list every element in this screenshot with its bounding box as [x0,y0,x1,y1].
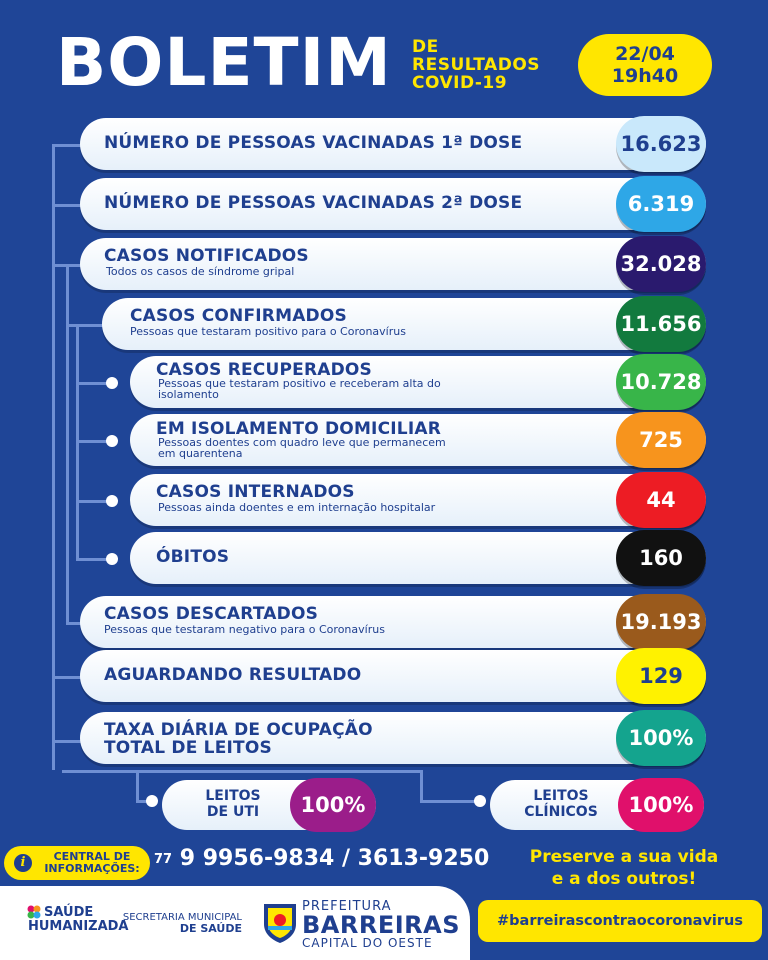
connector-dot [146,795,158,807]
stat-label: CASOS RECUPERADOS [156,360,372,380]
stat-label: CASOS INTERNADOS [156,482,355,502]
stat-value: 11.656 [616,296,706,352]
info-center-line: INFORMAÇÕES: [44,862,140,875]
secretaria-line: DE SAÚDE [179,922,242,935]
stat-row-discarded-cases [80,596,706,648]
subtitle [412,38,582,92]
hashtag-badge: #barreirascontraocoronavirus [478,900,762,942]
secretaria-label [118,912,242,934]
info-center-label [38,851,146,875]
stat-description: em quarentena [158,447,243,460]
saude-logo-text: HUMANIZADA [28,919,129,934]
stat-value: 32.028 [616,236,706,292]
time-text: 19h40 [611,65,679,87]
page-title: BOLETIM [56,24,392,101]
stat-value: 129 [616,648,706,704]
stat-label: CASOS NOTIFICADOS [104,246,309,266]
phone-text: 9 9956-9834 / 3613-9250 [179,846,490,871]
bed-value: 100% [290,778,376,832]
stat-label: CASOS CONFIRMADOS [130,306,347,326]
icu-beds [162,780,376,830]
bed-label-line: LEITOS [533,788,589,804]
stat-row-awaiting-result [80,650,706,702]
saude-humanizada-logo-icon [26,904,42,920]
connector-line [52,676,82,679]
bed-label-line: CLÍNICOS [524,804,598,820]
preserve-line: e a dos outros! [551,869,697,889]
info-center-line: CENTRAL DE [53,850,131,863]
clinical-beds [490,780,704,830]
stat-value: 100% [616,710,706,766]
phone-area-code: 77 [154,852,173,867]
preserve-line: Preserve a sua vida [529,847,719,867]
stat-row-recovered [130,356,706,408]
stat-description: isolamento [158,388,219,401]
stat-label: NÚMERO DE PESSOAS VACINADAS 1ª DOSE [104,133,523,153]
bed-label [188,788,278,820]
bed-label-line: DE UTI [206,804,260,820]
connector-line [52,144,82,147]
stat-row-confirmed-cases [102,298,706,350]
connector-line [62,770,422,773]
stat-value: 19.193 [616,594,706,650]
prefeitura-logo [302,900,460,949]
stat-row-notified-cases [80,238,706,290]
connector-line [52,740,82,743]
connector-line [66,264,69,624]
bed-value: 100% [618,778,704,832]
date-badge [578,34,712,96]
prefeitura-line: BARREIRAS [302,911,460,939]
subtitle-line: RESULTADOS [412,55,541,75]
preserve-message [520,846,728,890]
bed-label [516,788,606,820]
stat-value: 10.728 [616,354,706,410]
connector-line [52,204,82,207]
stat-label: AGUARDANDO RESULTADO [104,665,362,685]
connector-line [420,800,480,803]
stat-label: NÚMERO DE PESSOAS VACINADAS 2ª DOSE [104,193,523,213]
stat-row-vaccinated-dose-2 [80,178,706,230]
stat-description: Pessoas que testaram positivo e receberam alta do [158,377,441,390]
stat-label: CASOS DESCARTADOS [104,604,319,624]
connector-dot [474,795,486,807]
info-icon: i [14,854,32,872]
connector-dot [106,377,118,389]
stat-row-home-isolation [130,414,706,466]
connector-line [420,770,423,802]
saude-logo-text: SAÚDE [44,905,94,920]
stat-description: Pessoas doentes com quadro leve que permanecem [158,436,446,449]
connector-dot [106,553,118,565]
stat-value: 160 [616,530,706,586]
prefeitura-line: CAPITAL DO OESTE [302,936,433,950]
stat-description: Todos os casos de síndrome gripal [106,265,295,278]
city-crest-icon [260,900,300,944]
stat-value: 16.623 [616,116,706,172]
connector-line [136,770,139,802]
subtitle-line: DE [412,37,439,57]
stat-label: EM ISOLAMENTO DOMICILIAR [156,419,441,439]
date-text: 22/04 [615,43,675,65]
secretaria-line: SECRETARIA MUNICIPAL [122,912,242,923]
connector-dot [106,495,118,507]
stat-row-bed-occupancy [80,712,706,764]
phone-numbers[interactable] [154,846,489,871]
stat-label: ÓBITOS [156,547,230,567]
stat-description: Pessoas ainda doentes e em internação hospitalar [158,501,436,514]
connector-line [66,324,106,327]
stat-label: TAXA DIÁRIA DE OCUPAÇÃO [104,720,373,740]
stat-label: TOTAL DE LEITOS [104,738,272,758]
subtitle-line: COVID-19 [412,73,508,93]
stat-value: 725 [616,412,706,468]
stat-row-vaccinated-dose-1 [80,118,706,170]
bed-label-line: LEITOS [205,788,261,804]
stat-description: Pessoas que testaram negativo para o Coronavírus [104,623,385,636]
stat-value: 44 [616,472,706,528]
stat-row-deaths [130,532,706,584]
stat-row-hospitalized [130,474,706,526]
stat-value: 6.319 [616,176,706,232]
stat-description: Pessoas que testaram positivo para o Coronavírus [130,325,406,338]
info-center-badge [4,846,150,880]
connector-dot [106,435,118,447]
prefeitura-line: PREFEITURA [302,899,392,914]
